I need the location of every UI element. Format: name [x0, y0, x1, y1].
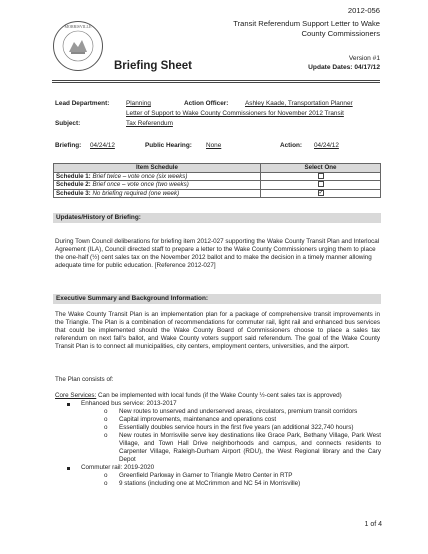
- rail-heading: Commuter rail: 2019-2020: [81, 464, 155, 471]
- header-divider: [52, 80, 380, 81]
- public-hearing-value: None: [206, 142, 222, 149]
- table-row: [54, 181, 381, 190]
- select-cell: [261, 172, 381, 181]
- subject-label: Subject:: [55, 120, 81, 127]
- schedule-2-checkbox[interactable]: [318, 181, 324, 187]
- update-dates: Update Dates: 04/17/12: [308, 64, 380, 71]
- schedule-label: Schedule 1:: [56, 172, 91, 180]
- select-one-header: Select One: [261, 164, 381, 173]
- bus-item: New routes to unserved and underserved areas, circulators, premium transit corridors: [119, 408, 358, 415]
- rail-item: 9 stations (including one at McCrimmon and NC 54 in Morrisville): [119, 480, 301, 487]
- core-services-text: Can be implemented with local funds (if the Wake County ½-cent sales tax is approved): [96, 392, 342, 399]
- sub-bullet: o: [104, 480, 108, 487]
- action-label: Action:: [280, 142, 303, 149]
- document-number: 2012-056: [347, 6, 380, 15]
- subject-line-1: Letter of Support to Wake County Commissioners for November 2012 Transit: [126, 110, 344, 117]
- summary-text: The Wake County Transit Plan is an implementation plan for a package of comprehensive transit improvements in the Triangle. The Plan is a combination of recommendations for commuter rail, light rail and enhanced bus services that could be implemented should the Wake County Board of Commissioners choose to place a sales tax referendum on next fall's ballot, and Wake County voters support said referendum. The goal of the Wake County Transit Plan is to connect all municipalities, city centers, employment centers, universities, and the airport.: [55, 311, 380, 351]
- history-text: During Town Council deliberations for briefing item 2012-027 supporting the Wake County Transit Plan and Interlocal Agreement (ILA), Council directed staff to prepare a letter to the Wake County Commissioners urging them to place the one-half (½) cent sales tax on the November 2012 ballot and to make the decision in a timely manner allowing adequate time for public education. [Reference 2012-027]: [55, 238, 380, 270]
- action-officer-label: Action Officer:: [184, 100, 229, 107]
- version: Version #1: [348, 55, 380, 62]
- table-row: [54, 189, 381, 198]
- header-divider-2: [52, 82, 380, 83]
- schedule-1-checkbox[interactable]: [318, 173, 324, 179]
- table-row: [54, 172, 381, 181]
- table-header-row: [54, 164, 381, 173]
- page-number: 1 of 4: [364, 521, 382, 528]
- schedule-label: Schedule 2:: [56, 181, 91, 188]
- sub-bullet: o: [104, 408, 108, 415]
- schedule-desc: No briefing required (one week): [92, 189, 180, 197]
- briefing-label: Briefing:: [55, 142, 82, 149]
- schedule-cell: [54, 181, 261, 190]
- schedule-desc: Brief twice – vote once (six weeks): [92, 172, 188, 180]
- bus-item: New routes in Morrisville serve key destinations like Grace Park, Bethany Village, Park West Village, and Town Hall Drive neighborhoods and campus, and connects residents to Carpenter Village, Raleigh-Durham Airport (RDU), the West Regional library and the Cary Depot: [119, 432, 381, 464]
- select-cell: [261, 189, 381, 198]
- schedule-cell: [54, 189, 261, 198]
- schedule-desc: Brief once – vote once (two weeks): [92, 181, 189, 188]
- sub-bullet: o: [104, 416, 108, 423]
- rail-item: Greenfield Parkway in Garner to Triangle Metro Center in RTP: [119, 472, 293, 479]
- action-value: 04/24/12: [314, 142, 339, 149]
- summary-heading: Executive Summary and Background Information:: [53, 294, 381, 304]
- core-services-label: Core Services:: [55, 392, 97, 399]
- sub-bullet: o: [104, 432, 108, 439]
- sub-bullet: o: [104, 472, 108, 479]
- sub-bullet: o: [104, 424, 108, 431]
- plan-consists-text: The Plan consists of:: [55, 376, 114, 383]
- schedule-cell: [54, 172, 261, 181]
- svg-text:MORRISVILLE: MORRISVILLE: [64, 24, 92, 29]
- subject-line-2: Tax Referendum: [126, 120, 173, 127]
- public-hearing-label: Public Hearing:: [145, 142, 192, 149]
- select-cell: [261, 181, 381, 190]
- schedule-3-checkbox[interactable]: ✓: [318, 189, 324, 196]
- item-schedule-table: [53, 163, 381, 198]
- bullet-square: [67, 467, 70, 470]
- history-heading: Updates/History of Briefing:: [53, 213, 381, 223]
- bullet-square: [67, 403, 70, 406]
- bus-heading: Enhanced bus service: 2013-2017: [81, 400, 177, 407]
- document-title: Transit Referendum Support Letter to Wake County Commissioners: [233, 19, 380, 38]
- briefing-value: 04/24/12: [90, 142, 115, 149]
- town-seal-logo: [52, 20, 104, 72]
- lead-department-value: Planning: [126, 100, 151, 107]
- bus-item: Essentially doubles service hours in the first five years (an additional 322,740 hours): [119, 424, 354, 431]
- lead-department-label: Lead Department:: [55, 100, 110, 107]
- sheet-title: Briefing Sheet: [114, 60, 192, 72]
- core-services-line: [55, 392, 380, 400]
- action-officer-value: Ashley Kaade, Transportation Planner: [245, 100, 353, 107]
- bus-item: Capital improvements, maintenance and operations cost: [119, 416, 277, 423]
- schedule-label: Schedule 3:: [56, 189, 91, 197]
- item-schedule-header: Item Schedule: [54, 164, 261, 173]
